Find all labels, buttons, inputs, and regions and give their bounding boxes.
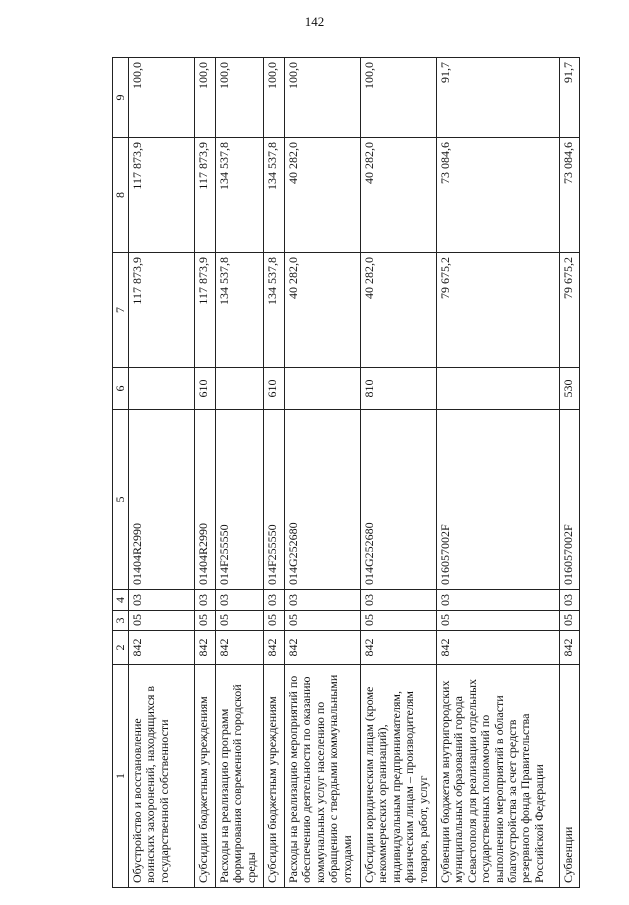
section-code: 05 (437, 611, 560, 631)
table-row (437, 58, 560, 888)
col-header-8: 8 (113, 138, 129, 253)
planned-amount: 117 873,9 (129, 253, 195, 368)
execution-percent: 100,0 (195, 58, 216, 138)
table-row (195, 58, 216, 888)
target-article-code: 014F255550 (216, 410, 264, 590)
execution-percent: 100,0 (264, 58, 285, 138)
table-row (129, 58, 195, 888)
col-header-3: 3 (113, 611, 129, 631)
section-code: 05 (216, 611, 264, 631)
actual-amount: 73 084,6 (437, 138, 560, 253)
expense-name: Субсидии бюджетным учреждениям (195, 665, 216, 888)
target-article-code: 01404R2990 (195, 410, 216, 590)
ministry-code: 842 (285, 631, 361, 665)
subsection-code: 03 (437, 590, 560, 611)
table-row (264, 58, 285, 888)
table-row (560, 58, 580, 888)
actual-amount: 117 873,9 (195, 138, 216, 253)
expense-type-code: 610 (264, 368, 285, 410)
table-row (285, 58, 361, 888)
subsection-code: 03 (129, 590, 195, 611)
expense-name: Субсидии юридическим лицам (кроме некоммерческих организаций), индивидуальным предпринимателям, физическим лицам – производителям товаров, работ, услуг (361, 665, 437, 888)
page-number: 142 (304, 14, 325, 29)
target-article-code: 016057002F (437, 410, 560, 590)
table-row (216, 58, 264, 888)
section-code: 05 (560, 611, 580, 631)
actual-amount: 117 873,9 (129, 138, 195, 253)
planned-amount: 117 873,9 (195, 253, 216, 368)
target-article-code: 014G252680 (285, 410, 361, 590)
execution-percent: 100,0 (216, 58, 264, 138)
col-header-1: 1 (113, 665, 129, 888)
section-code: 05 (195, 611, 216, 631)
expense-name: Расходы на реализацию программ формирования современной городской среды (216, 665, 264, 888)
subsection-code: 03 (216, 590, 264, 611)
section-code: 05 (129, 611, 195, 631)
expense-type-code (216, 368, 264, 410)
execution-percent: 100,0 (285, 58, 361, 138)
expense-name: Субвенции (560, 665, 580, 888)
target-article-code: 016057002F (560, 410, 580, 590)
ministry-code: 842 (361, 631, 437, 665)
planned-amount: 40 282,0 (361, 253, 437, 368)
ministry-code: 842 (560, 631, 580, 665)
col-header-2: 2 (113, 631, 129, 665)
execution-percent: 91,7 (560, 58, 580, 138)
expense-type-code (285, 368, 361, 410)
actual-amount: 134 537,8 (216, 138, 264, 253)
execution-percent: 100,0 (361, 58, 437, 138)
expense-name: Субвенции бюджетам внутригородских муниципальных образований города Севастополя для реализации отдельных государственных полномочий по выполнению мероприятий в области благоустройства за счет средств резервного фонда Правительства Российской Федерации (437, 665, 560, 888)
col-header-7: 7 (113, 253, 129, 368)
execution-percent: 100,0 (129, 58, 195, 138)
col-header-4: 4 (113, 590, 129, 611)
actual-amount: 73 084,6 (560, 138, 580, 253)
actual-amount: 40 282,0 (285, 138, 361, 253)
expense-type-code (437, 368, 560, 410)
budget-table-rotated (112, 58, 614, 888)
execution-percent: 91,7 (437, 58, 560, 138)
col-header-9: 9 (113, 58, 129, 138)
target-article-code: 014G252680 (361, 410, 437, 590)
subsection-code: 03 (285, 590, 361, 611)
planned-amount: 134 537,8 (216, 253, 264, 368)
target-article-code: 014F255550 (264, 410, 285, 590)
expense-type-code: 810 (361, 368, 437, 410)
expense-name: Субсидии бюджетным учреждениям (264, 665, 285, 888)
target-article-code: 01404R2990 (129, 410, 195, 590)
table-row (361, 58, 437, 888)
section-code: 05 (361, 611, 437, 631)
expense-name: Расходы на реализацию мероприятий по обеспечению деятельности по оказанию коммунальных услуг населению по обращению с твердыми коммунальными отходами (285, 665, 361, 888)
ministry-code: 842 (129, 631, 195, 665)
planned-amount: 134 537,8 (264, 253, 285, 368)
section-code: 05 (285, 611, 361, 631)
ministry-code: 842 (437, 631, 560, 665)
col-header-5: 5 (113, 410, 129, 590)
table-header-row (113, 58, 129, 888)
ministry-code: 842 (264, 631, 285, 665)
subsection-code: 03 (195, 590, 216, 611)
subsection-code: 03 (361, 590, 437, 611)
subsection-code: 03 (264, 590, 285, 611)
actual-amount: 40 282,0 (361, 138, 437, 253)
expense-name: Обустройство и восстановление воинских захоронений, находящихся в государственной собственности (129, 665, 195, 888)
planned-amount: 40 282,0 (285, 253, 361, 368)
planned-amount: 79 675,2 (437, 253, 560, 368)
expense-type-code: 610 (195, 368, 216, 410)
ministry-code: 842 (195, 631, 216, 665)
col-header-6: 6 (113, 368, 129, 410)
section-code: 05 (264, 611, 285, 631)
subsection-code: 03 (560, 590, 580, 611)
expense-type-code (129, 368, 195, 410)
planned-amount: 79 675,2 (560, 253, 580, 368)
expense-type-code: 530 (560, 368, 580, 410)
budget-table (112, 57, 580, 888)
actual-amount: 134 537,8 (264, 138, 285, 253)
ministry-code: 842 (216, 631, 264, 665)
